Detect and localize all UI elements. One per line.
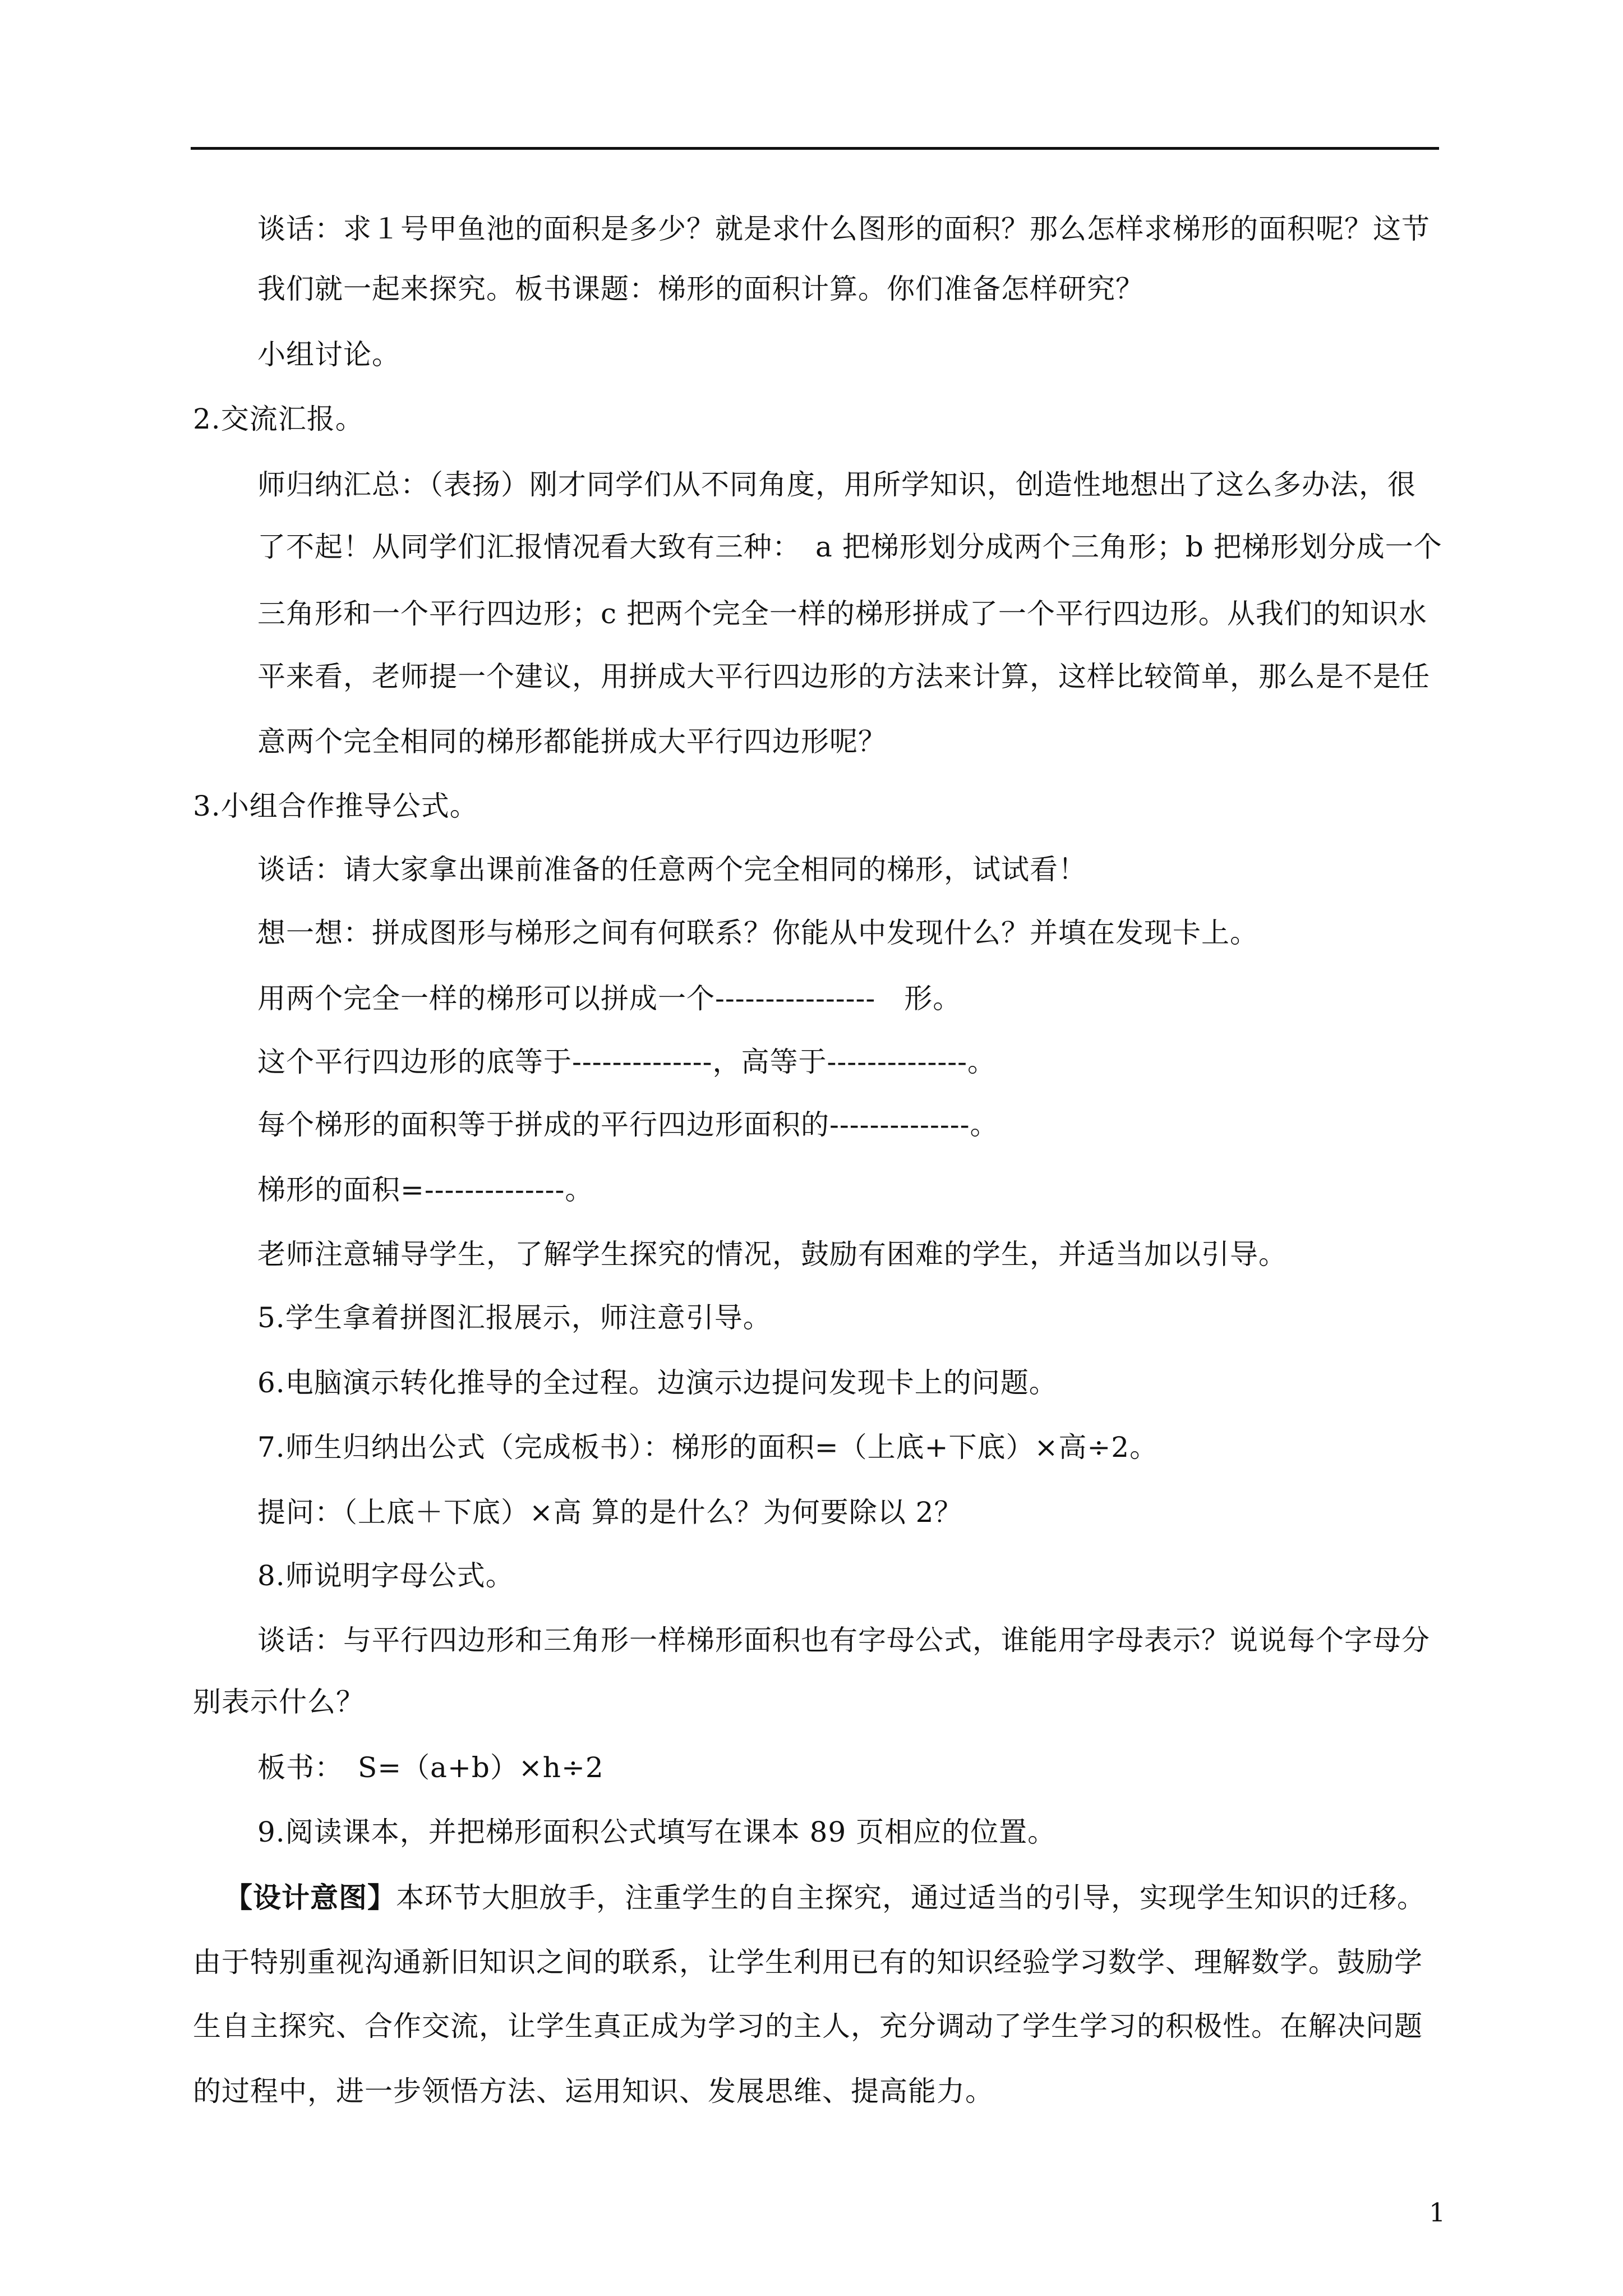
page-number: 1 xyxy=(1429,2197,1446,2228)
paragraph-line: 我们就一起来探究。板书课题：梯形的面积计算。你们准备怎样研究？ xyxy=(257,273,1144,305)
paragraph-line: 师归纳汇总：（表扬）刚才同学们从不同角度，用所学知识，创造性地想出了这么多办法，很 xyxy=(257,468,1416,501)
section-heading: 3.小组合作推导公式。 xyxy=(193,790,478,822)
paragraph-line: 的过程中，进一步领悟方法、运用知识、发展思维、提高能力。 xyxy=(193,2075,994,2108)
paragraph-line: 小组讨论。 xyxy=(257,338,400,371)
design-intent-text: 本环节大胆放手，注重学生的自主探究，通过适当的引导，实现学生知识的迁移。 xyxy=(396,1881,1426,1914)
paragraph-line: 谈话：与平行四边形和三角形一样梯形面积也有字母公式，谁能用字母表示？说说每个字母分 xyxy=(257,1624,1430,1657)
paragraph-line: 谈话：求１号甲鱼池的面积是多少？就是求什么图形的面积？那么怎样求梯形的面积呢？这节 xyxy=(257,213,1430,245)
numbered-step: 7.师生归纳出公式（完成板书）：梯形的面积=（上底+下底）×高÷2。 xyxy=(257,1431,1159,1464)
formula-line: 板书： S=（a+b）×h÷2 xyxy=(257,1751,604,1784)
design-intent-label: 【设计意图】 xyxy=(224,1881,396,1914)
numbered-step: 9.阅读课本，并把梯形面积公式填写在课本 89 页相应的位置。 xyxy=(257,1816,1057,1848)
paragraph-line: 想一想：拼成图形与梯形之间有何联系？你能从中发现什么？并填在发现卡上。 xyxy=(257,917,1258,949)
fill-in-line: 梯形的面积=--------------。 xyxy=(257,1174,594,1206)
header-rule xyxy=(191,147,1439,150)
paragraph-line: 由于特别重视沟通新旧知识之间的联系，让学生利用已有的知识经验学习数学、理解数学。鼓励学 xyxy=(193,1946,1423,1978)
paragraph-line: 了不起！从同学们汇报情况看大致有三种： a 把梯形划分成两个三角形；b 把梯形划分成一个 xyxy=(257,531,1442,563)
paragraph-line: 平来看，老师提一个建议，用拼成大平行四边形的方法来计算，这样比较简单，那么是不是任 xyxy=(257,660,1430,693)
numbered-step: 5.学生拿着拼图汇报展示，师注意引导。 xyxy=(257,1301,772,1334)
paragraph-line: 谈话：请大家拿出课前准备的任意两个完全相同的梯形，试试看！ xyxy=(257,853,1087,886)
fill-in-line: 这个平行四边形的底等于--------------，高等于--------------。 xyxy=(257,1046,997,1078)
design-intent-line xyxy=(224,1880,1426,1915)
section-heading: 2.交流汇报。 xyxy=(193,403,364,435)
fill-in-line: 用两个完全一样的梯形可以拼成一个---------------- 形。 xyxy=(257,982,962,1015)
fill-in-line: 每个梯形的面积等于拼成的平行四边形面积的--------------。 xyxy=(257,1108,999,1141)
paragraph-line: 提问：（上底＋下底）×高 算的是什么？为何要除以 2？ xyxy=(257,1496,963,1529)
numbered-step: 8.师说明字母公式。 xyxy=(257,1559,514,1592)
paragraph-line: 生自主探究、合作交流，让学生真正成为学习的主人，充分调动了学生学习的积极性。在解决问题 xyxy=(193,2010,1423,2042)
paragraph-line: 意两个完全相同的梯形都能拼成大平行四边形呢？ xyxy=(257,725,887,758)
paragraph-line: 老师注意辅导学生，了解学生探究的情况，鼓励有困难的学生，并适当加以引导。 xyxy=(257,1238,1287,1271)
numbered-step: 6.电脑演示转化推导的全过程。边演示边提问发现卡上的问题。 xyxy=(257,1366,1058,1399)
paragraph-line: 别表示什么？ xyxy=(193,1686,365,1718)
paragraph-line: 三角形和一个平行四边形；c 把两个完全一样的梯形拼成了一个平行四边形。从我们的知识水 xyxy=(257,597,1427,630)
